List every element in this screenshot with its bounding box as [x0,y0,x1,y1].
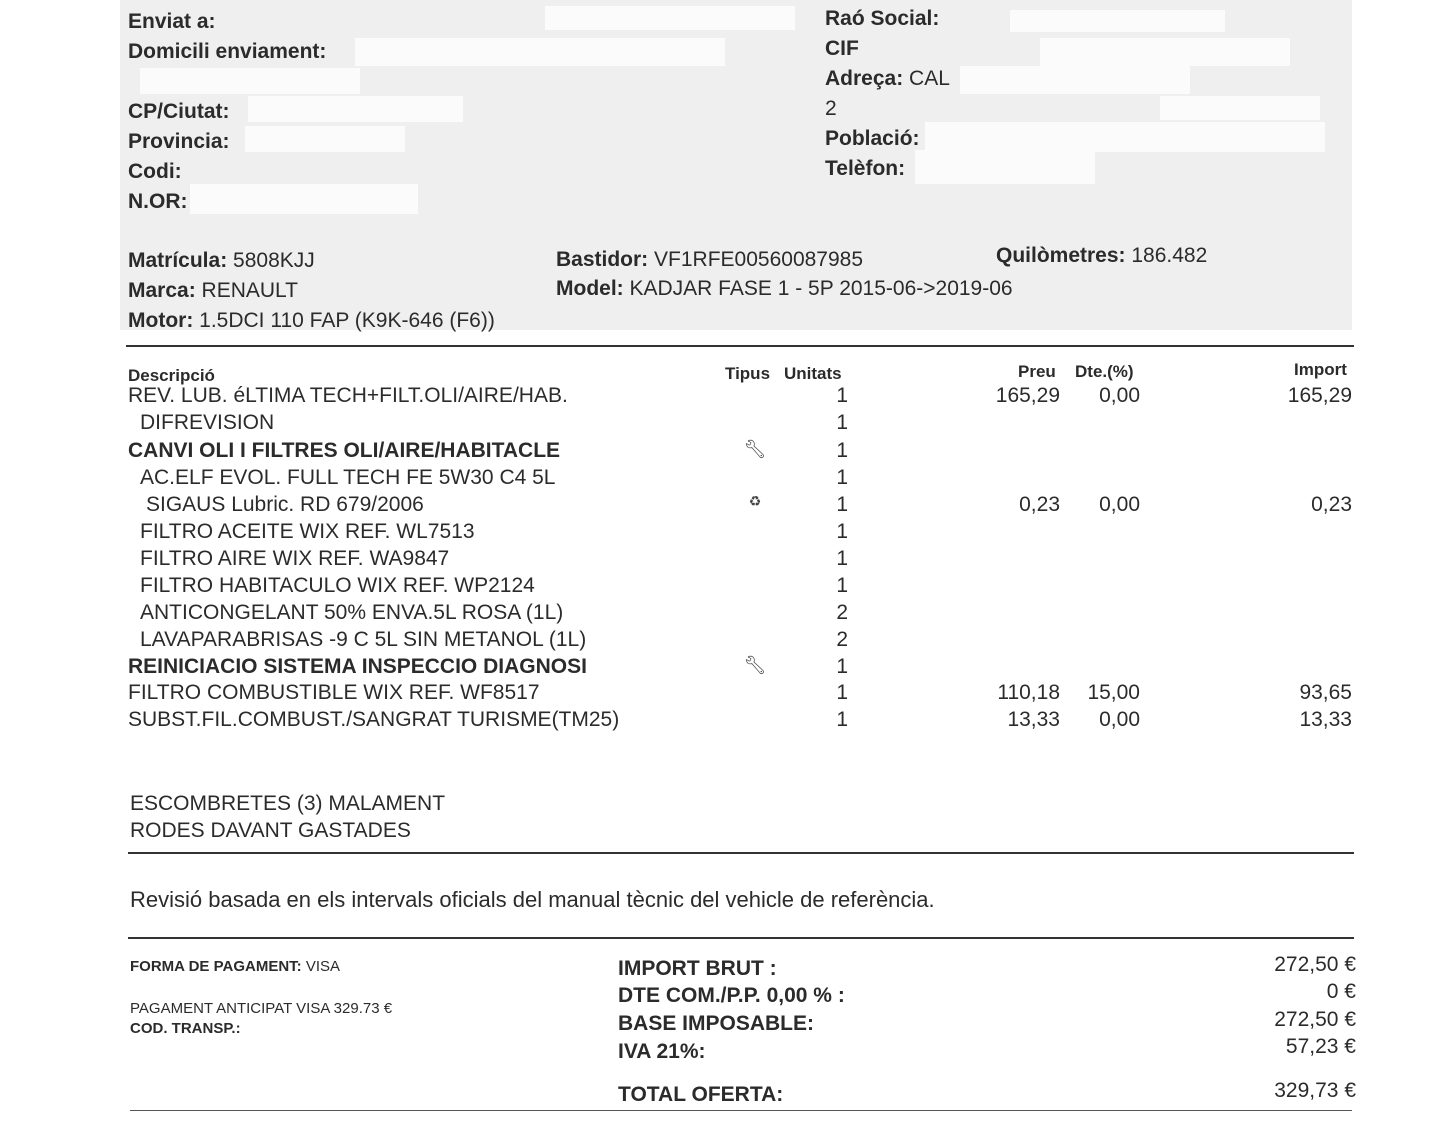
rao-social [825,7,939,31]
model-value: KADJAR FASE 1 - 5P 2015-06->2019-06 [629,277,1013,300]
row-description: REINICIACIO SISTEMA INSPECCIO DIAGNOSI [128,655,587,678]
table-row [0,601,1440,628]
bastidor-label: Bastidor: [556,248,649,271]
marca [128,279,298,303]
redaction [248,96,463,122]
iva-value: 57,23 € [1285,1035,1356,1058]
header-tipus: Tipus [725,364,771,383]
table-row [0,681,1440,708]
motor-label: Motor: [128,309,194,332]
iva-label: IVA 21%: [618,1040,706,1063]
codi [128,160,182,184]
provincia-label: Provincia: [128,130,230,153]
row-unitats: 1 [836,520,848,543]
enviat-a-label: Enviat a: [128,10,216,33]
row-unitats: 1 [836,655,848,678]
row-unitats: 1 [836,411,848,434]
header-dte: Dte.(%) [1075,362,1134,381]
forma-value: VISA [305,958,341,975]
marca-label: Marca: [128,279,196,302]
table-row [0,411,1440,438]
quilometres [996,244,1207,268]
row-description: REV. LUB. éLTIMA TECH+FILT.OLI/AIRE/HAB. [128,384,568,407]
row-description: FILTRO AIRE WIX REF. WA9847 [140,547,450,570]
enviat-a [128,10,216,34]
row-description: SUBST.FIL.COMBUST./SANGRAT TURISME(TM25) [128,708,620,731]
bastidor [556,248,863,272]
row-import: 93,65 [1299,681,1352,704]
redaction [1010,10,1225,32]
table-row [0,628,1440,655]
domicili-enviament [128,40,326,64]
recycle-icon: ♻ [748,493,762,509]
table-row [0,574,1440,601]
divider-line [130,1110,1352,1111]
table-row [0,493,1440,520]
domicili-label: Domicili enviament: [128,40,327,63]
base-imposable-value: 272,50 € [1274,1008,1356,1031]
telefon [825,157,905,181]
header-unitats: Unitats [784,364,842,383]
row-unitats: 1 [836,439,848,462]
row-preu: 13,33 [1007,708,1060,731]
matricula [128,249,315,273]
row-unitats: 1 [836,466,848,489]
row-import: 13,33 [1299,708,1352,731]
adreca-label: Adreça: [825,67,904,90]
wrench-icon: 🔧︎ [743,439,767,459]
row-description: FILTRO HABITACULO WIX REF. WP2124 [140,574,535,597]
row-dte: 0,00 [1099,384,1140,407]
row-description: CANVI OLI I FILTRES OLI/AIRE/HABITACLE [128,439,561,462]
row-unitats: 1 [836,681,848,704]
n-or [128,190,188,214]
redaction [355,38,725,66]
total-oferta-value: 329,73 € [1274,1079,1356,1102]
matricula-value: 5808KJJ [233,249,315,272]
motor-value: 1.5DCI 110 FAP (K9K-646 (F6)) [199,309,495,332]
km-label: Quilòmetres: [996,244,1126,267]
marca-value: RENAULT [201,279,299,302]
table-row [0,520,1440,547]
row-dte: 0,00 [1099,708,1140,731]
redaction [925,122,1325,152]
adreca [825,67,950,91]
adreca-line2-value: 2 [825,97,837,120]
motor [128,309,495,333]
note-line: RODES DAVANT GASTADES [130,819,411,842]
forma-pagament [130,958,340,975]
row-description: FILTRO COMBUSTIBLE WIX REF. WF8517 [128,681,540,704]
total-oferta-label: TOTAL OFERTA: [618,1083,784,1106]
dte-com-label: DTE COM./P.P. 0,00 % : [618,984,845,1007]
codi-label: Codi: [128,160,182,183]
model-label: Model: [556,277,624,300]
row-unitats: 1 [836,493,848,516]
model [556,277,1013,301]
row-preu: 165,29 [995,384,1060,407]
row-unitats: 1 [836,708,848,731]
redaction [915,150,1095,184]
poblacio [825,127,920,151]
row-preu: 110,18 [997,681,1060,704]
row-unitats: 1 [836,547,848,570]
redaction [960,66,1190,94]
redaction [1160,96,1320,120]
row-description: SIGAUS Lubric. RD 679/2006 [146,493,424,516]
adreca-value: CAL [909,67,950,90]
row-description: AC.ELF EVOL. FULL TECH FE 5W30 C4 5L [140,466,556,489]
table-row [0,655,1440,682]
note-line: ESCOMBRETES (3) MALAMENT [130,792,446,815]
header-import: Import [1294,360,1347,379]
row-preu: 0,23 [1019,493,1060,516]
table-row [0,439,1440,466]
row-description: ANTICONGELANT 50% ENVA.5L ROSA (1L) [140,601,564,624]
table-row [0,384,1440,411]
row-import: 165,29 [1287,384,1352,407]
adreca-line2 [825,97,837,121]
pagament-anticipat: PAGAMENT ANTICIPAT VISA 329.73 € [130,1000,393,1017]
cif-label: CIF [825,37,859,60]
divider-line [128,937,1354,939]
redaction [1040,38,1290,66]
disclaimer-text: Revisió basada en els intervals oficials del manual tècnic del vehicle de referència. [130,887,935,912]
import-brut-label: IMPORT BRUT : [618,957,777,980]
bastidor-value: VF1RFE00560087985 [654,248,864,271]
base-imposable-label: BASE IMPOSABLE: [618,1012,815,1035]
cp-ciutat [128,100,230,124]
redaction [190,184,418,214]
matricula-label: Matrícula: [128,249,228,272]
header-preu: Preu [1018,362,1056,381]
redaction [545,6,795,30]
table-row [0,547,1440,574]
row-unitats: 2 [836,628,848,651]
nor-label: N.OR: [128,190,188,213]
cp-label: CP/Ciutat: [128,100,230,123]
rao-label: Raó Social: [825,7,940,30]
provincia [128,130,230,154]
divider-line [128,852,1354,854]
row-dte: 15,00 [1087,681,1140,704]
row-import: 0,23 [1311,493,1352,516]
forma-label: FORMA DE PAGAMENT: [130,958,302,975]
wrench-icon: 🔧︎ [743,655,767,675]
row-unitats: 1 [836,574,848,597]
divider-line [126,345,1354,347]
redaction [140,68,360,94]
table-row [0,708,1440,735]
poblacio-label: Població: [825,127,920,150]
row-unitats: 2 [836,601,848,624]
km-value: 186.482 [1131,244,1208,267]
cif [825,37,859,61]
row-description: FILTRO ACEITE WIX REF. WL7513 [140,520,475,543]
header-descripcio: Descripció [128,366,215,385]
row-unitats: 1 [836,384,848,407]
telefon-label: Telèfon: [825,157,906,180]
dte-com-value: 0 € [1326,980,1356,1003]
table-row [0,466,1440,493]
cod-transp-label: COD. TRANSP.: [130,1020,241,1037]
row-description: LAVAPARABRISAS -9 C 5L SIN METANOL (1L) [140,628,587,651]
row-description: DIFREVISION [140,411,275,434]
import-brut-value: 272,50 € [1274,953,1356,976]
redaction [245,126,405,152]
row-dte: 0,00 [1099,493,1140,516]
